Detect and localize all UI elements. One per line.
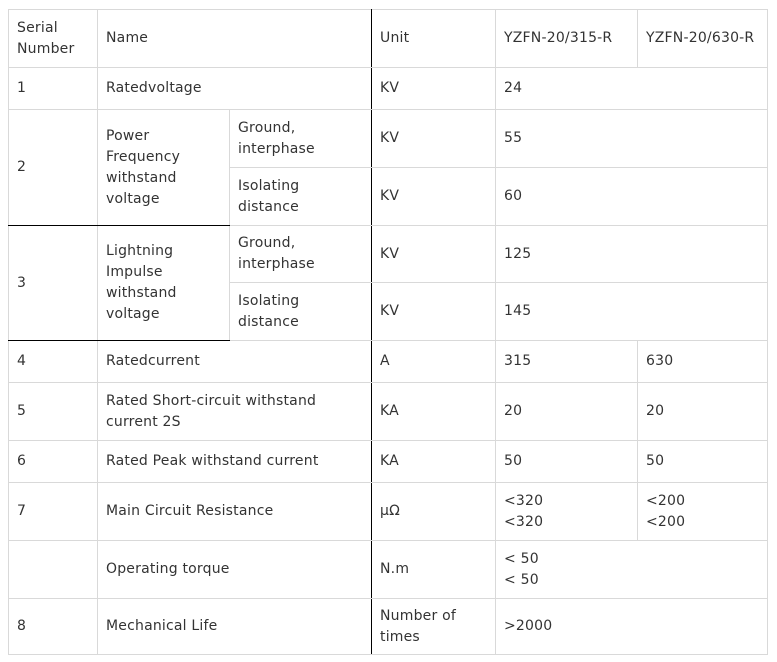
unit-cell: KV xyxy=(372,68,496,110)
value-cell: 315 xyxy=(496,341,638,383)
sub-name-cell: Ground, interphase xyxy=(230,226,372,283)
value-cell xyxy=(638,483,768,541)
serial-cell xyxy=(9,541,98,599)
value-cell xyxy=(496,541,768,599)
name-cell: Lightning Impulse withstand voltage xyxy=(98,226,230,341)
serial-cell: 2 xyxy=(9,110,98,226)
unit-cell: μΩ xyxy=(372,483,496,541)
table-row xyxy=(9,441,768,483)
unit-cell: KV xyxy=(372,283,496,341)
unit-cell: KV xyxy=(372,226,496,283)
sub-name-cell: Isolating distance xyxy=(230,168,372,226)
sub-name-cell: Ground, interphase xyxy=(230,110,372,168)
name-cell: Operating torque xyxy=(98,541,372,599)
value-cell xyxy=(496,483,638,541)
header-unit: Unit xyxy=(372,10,496,68)
sub-name-cell: Isolating distance xyxy=(230,283,372,341)
serial-cell: 4 xyxy=(9,341,98,383)
table-row xyxy=(9,341,768,383)
value-line: <200 xyxy=(646,513,686,530)
name-cell: Rated Peak withstand current xyxy=(98,441,372,483)
value-line: <320 xyxy=(504,513,544,530)
name-cell: Mechanical Life xyxy=(98,599,372,655)
table-row xyxy=(9,383,768,441)
header-model-315: YZFN-20/315-R xyxy=(496,10,638,68)
unit-cell: KA xyxy=(372,383,496,441)
value-cell: 630 xyxy=(638,341,768,383)
value-cell: 125 xyxy=(496,226,768,283)
table-row xyxy=(9,68,768,110)
value-cell: 60 xyxy=(496,168,768,226)
value-cell: 20 xyxy=(496,383,638,441)
header-row xyxy=(9,10,768,68)
value-line: < 50 xyxy=(504,571,539,588)
table-row xyxy=(9,110,768,168)
name-cell: Main Circuit Resistance xyxy=(98,483,372,541)
value-cell: >2000 xyxy=(496,599,768,655)
value-line: <320 xyxy=(504,492,544,509)
table-row xyxy=(9,483,768,541)
value-line: < 50 xyxy=(504,550,539,567)
value-cell: 50 xyxy=(638,441,768,483)
value-cell: 145 xyxy=(496,283,768,341)
serial-cell: 1 xyxy=(9,68,98,110)
value-cell: 55 xyxy=(496,110,768,168)
header-model-630: YZFN-20/630-R xyxy=(638,10,768,68)
value-line: <200 xyxy=(646,492,686,509)
unit-cell: KV xyxy=(372,168,496,226)
name-cell: Rated Short-circuit withstand current 2S xyxy=(98,383,372,441)
name-cell: Power Frequency withstand voltage xyxy=(98,110,230,226)
spec-table xyxy=(8,9,768,655)
serial-cell: 8 xyxy=(9,599,98,655)
header-name: Name xyxy=(98,10,372,68)
unit-cell: A xyxy=(372,341,496,383)
unit-cell: N.m xyxy=(372,541,496,599)
table-row xyxy=(9,599,768,655)
unit-cell: Number of times xyxy=(372,599,496,655)
unit-cell: KA xyxy=(372,441,496,483)
serial-cell: 7 xyxy=(9,483,98,541)
value-cell: 20 xyxy=(638,383,768,441)
serial-cell: 6 xyxy=(9,441,98,483)
value-cell: 24 xyxy=(496,68,768,110)
unit-cell: KV xyxy=(372,110,496,168)
value-cell: 50 xyxy=(496,441,638,483)
name-cell: Ratedcurrent xyxy=(98,341,372,383)
table-row xyxy=(9,226,768,283)
name-cell: Ratedvoltage xyxy=(98,68,372,110)
serial-cell: 5 xyxy=(9,383,98,441)
header-serial: Serial Number xyxy=(9,10,98,68)
serial-cell: 3 xyxy=(9,226,98,341)
table-row xyxy=(9,541,768,599)
